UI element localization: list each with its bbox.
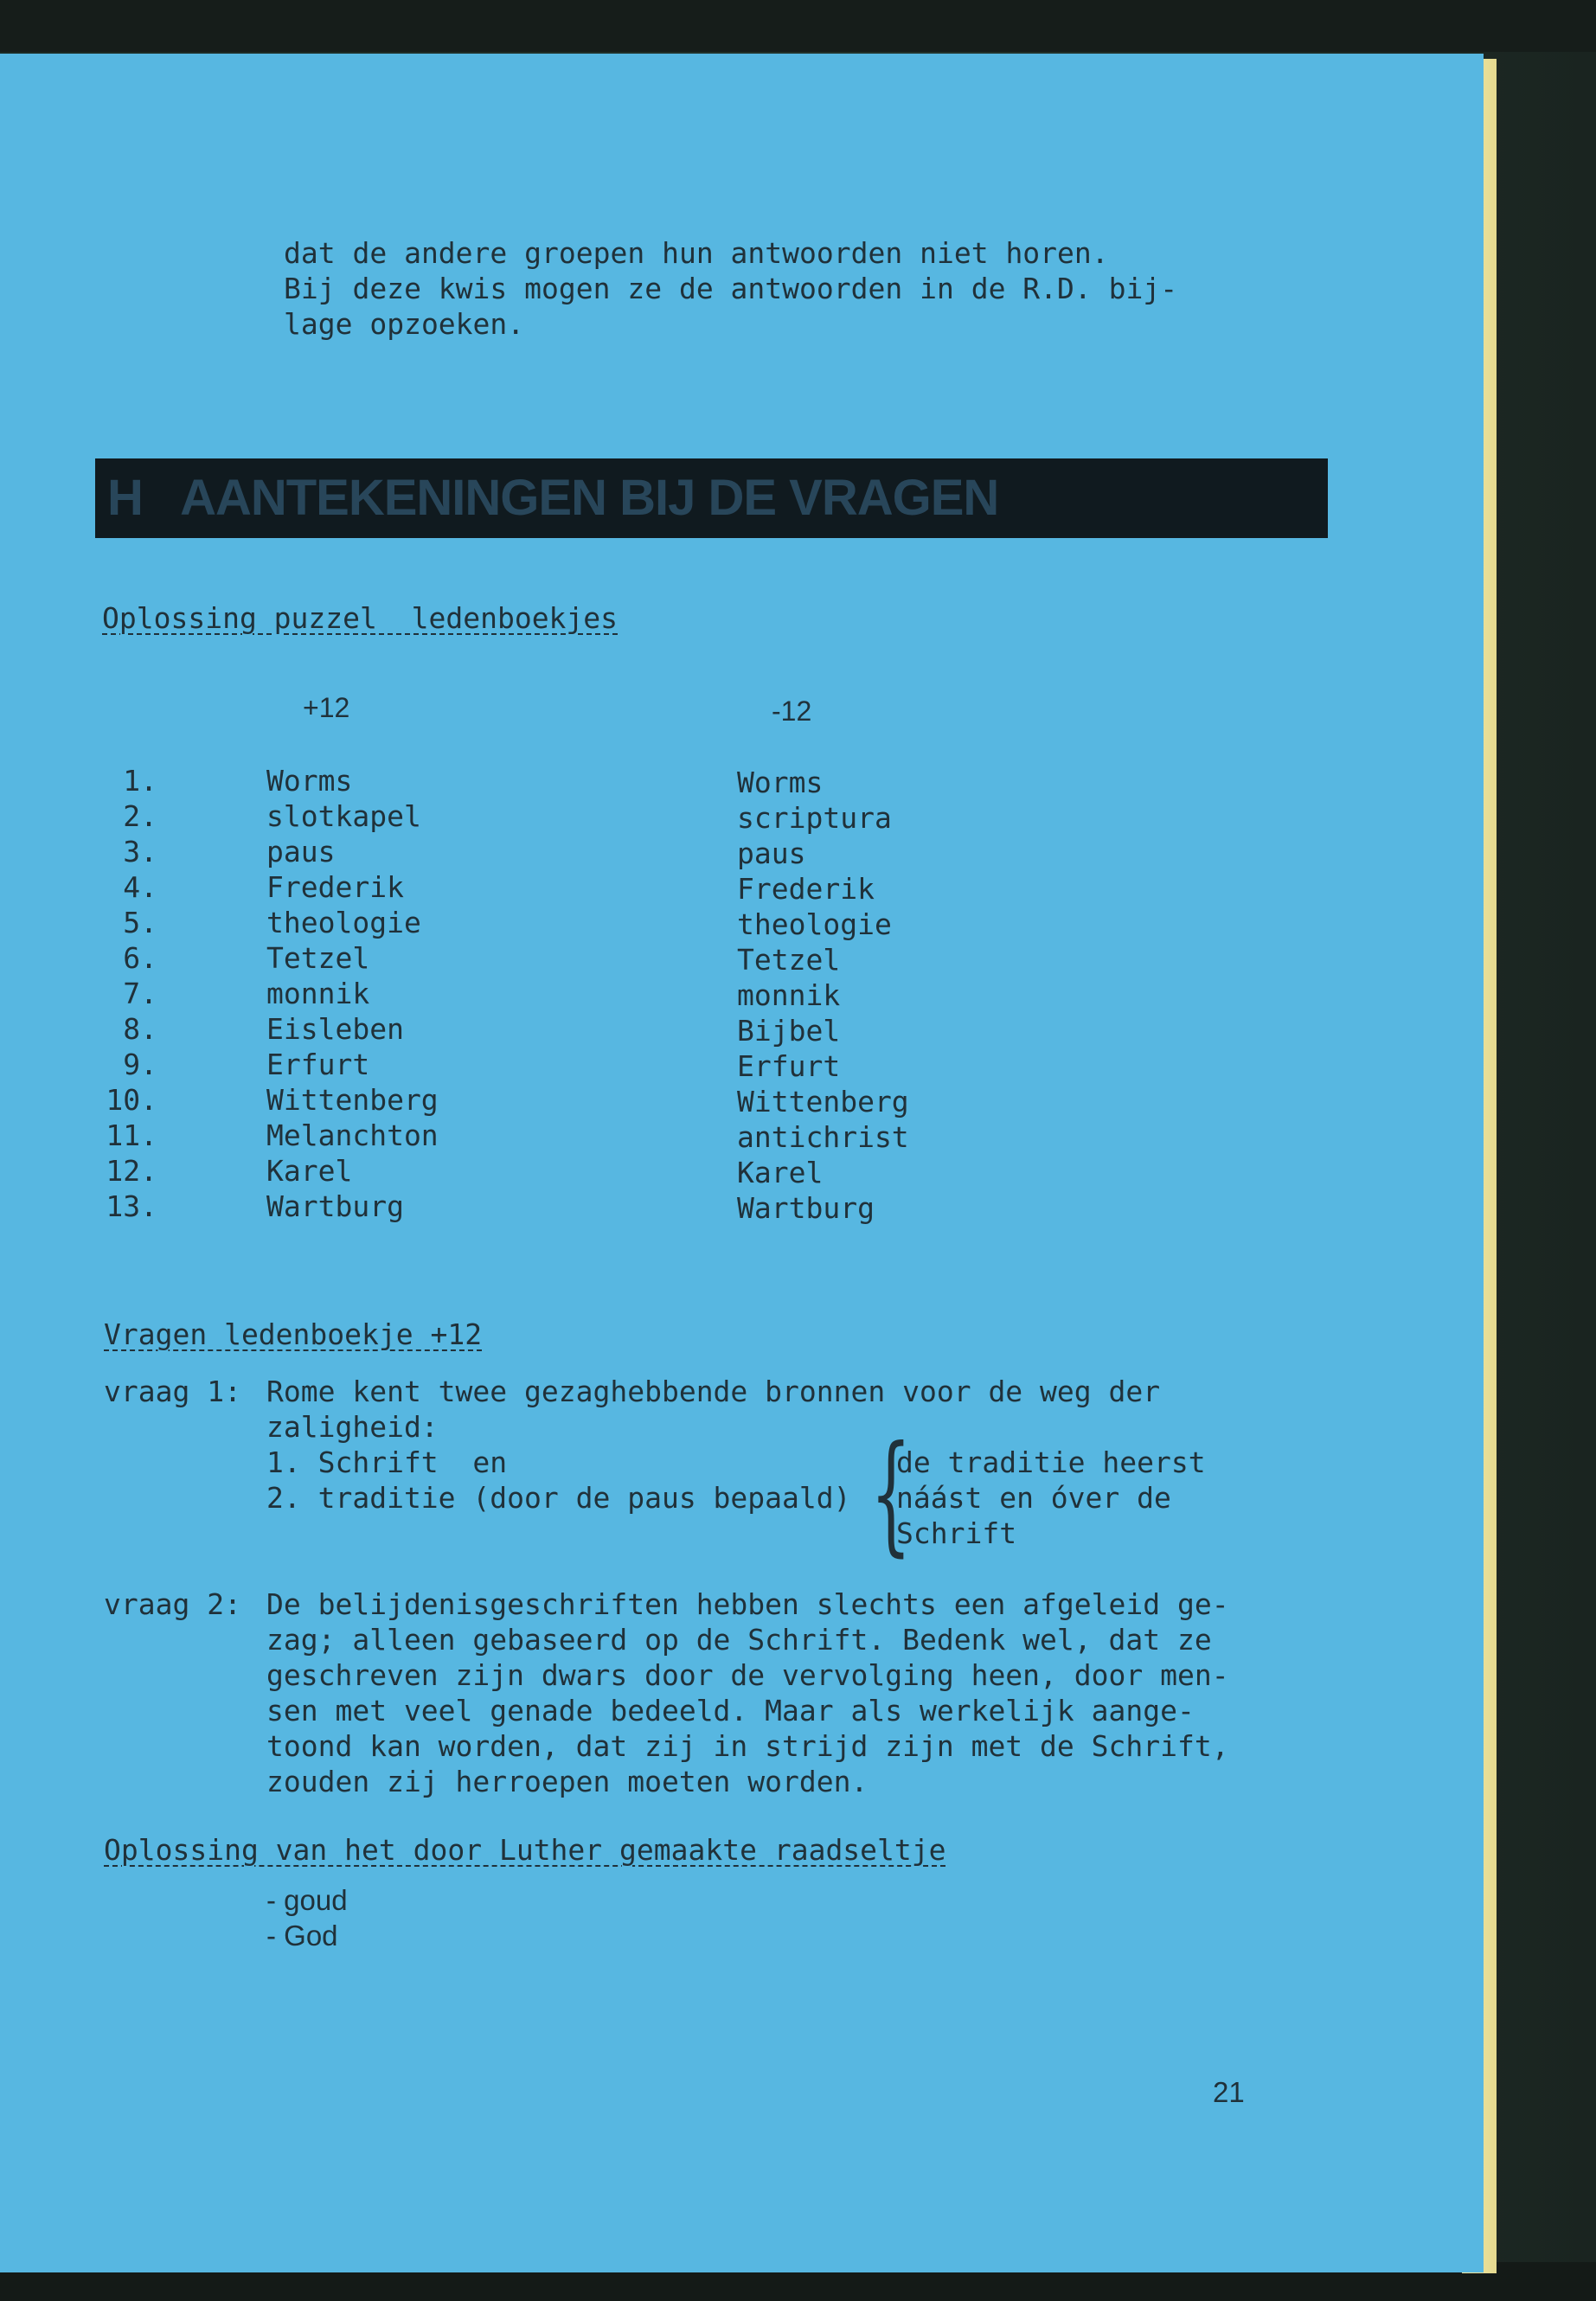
row-answer-minus: Bijbel [737,1014,841,1048]
row-answer-minus: Karel [737,1156,824,1189]
row-number: 9. [123,1048,157,1081]
q1-line: 1. Schrift en [266,1445,508,1479]
riddle-item: - goud [266,1884,348,1916]
row-number: 12. [106,1154,157,1188]
q2-line: sen met veel genade bedeeld. Maar als werkelijk aange- [266,1694,1195,1727]
row-answer-plus: Wittenberg [266,1083,439,1117]
row-answer-plus: Worms [266,764,353,798]
row-answer-plus: Tetzel [266,941,370,975]
row-number: 10. [106,1083,157,1117]
row-number: 11. [106,1118,157,1152]
row-answer-minus: scriptura [737,801,892,835]
row-number: 5. [123,906,157,939]
row-answer-plus: Erfurt [266,1048,370,1081]
q1-note-line: Schrift [896,1516,1017,1550]
row-answer-plus: slotkapel [266,799,421,833]
row-number: 7. [123,977,157,1010]
section-banner-title: H AANTEKENINGEN BIJ DE VRAGEN [107,470,999,526]
row-answer-plus: Eisleben [266,1012,404,1046]
q1-line: Rome kent twee gezaghebbende bronnen voor de weg der [266,1375,1161,1408]
row-answer-minus: theologie [737,907,892,941]
q2-line: zouden zij herroepen moeten worden. [266,1765,869,1798]
col1-header: +12 [303,692,350,723]
row-number: 4. [123,870,157,904]
q2-line: geschreven zijn dwars door de vervolging heen, door men- [266,1658,1229,1692]
book-page [0,54,1484,2272]
row-answer-plus: Frederik [266,870,404,904]
row-answer-minus: Erfurt [737,1049,841,1083]
section-banner [95,458,1328,538]
row-answer-plus: paus [266,835,336,868]
questions-heading: Vragen ledenboekje +12 [104,1317,483,1351]
row-answer-plus: Melanchton [266,1118,439,1152]
row-answer-plus: Karel [266,1154,353,1188]
intro-line-1: dat de andere groepen hun antwoorden niet horen. [284,236,1109,270]
q1-label: vraag 1: [104,1375,241,1408]
row-number: 6. [123,941,157,975]
q1-note-line: náást en óver de [896,1481,1171,1515]
row-answer-minus: Worms [737,766,824,799]
row-answer-plus: monnik [266,977,370,1010]
row-answer-minus: Wartburg [737,1191,875,1225]
q1-note-line: de traditie heerst [896,1445,1206,1479]
intro-line-3: lage opzoeken. [284,307,525,341]
row-answer-minus: Wittenberg [737,1085,909,1118]
q2-line: zag; alleen gebaseerd op de Schrift. Bedenk wel, dat ze [266,1623,1212,1657]
col2-header: -12 [772,695,812,727]
row-number: 3. [123,835,157,868]
row-answer-plus: theologie [266,906,421,939]
row-answer-plus: Wartburg [266,1189,404,1223]
puzzle-heading: Oplossing puzzel ledenboekjes [102,601,619,635]
q2-line: toond kan worden, dat zij in strijd zijn met de Schrift, [266,1729,1229,1763]
row-number: 1. [123,764,157,798]
curly-brace: { [870,1419,912,1569]
q1-line: 2. traditie (door de paus bepaald) [266,1481,851,1515]
q1-line: zaligheid: [266,1410,439,1444]
row-answer-minus: paus [737,836,806,870]
row-number: 2. [123,799,157,833]
intro-line-2: Bij deze kwis mogen ze de antwoorden in de R.D. bij- [284,272,1178,305]
row-number: 8. [123,1012,157,1046]
riddle-heading: Oplossing van het door Luther gemaakte raadseltje [104,1833,946,1867]
row-answer-minus: monnik [737,978,841,1012]
cover-edge-top [0,0,1596,52]
riddle-item: - God [266,1920,338,1952]
q2-label: vraag 2: [104,1587,241,1621]
row-answer-minus: Tetzel [737,943,841,977]
row-number: 13. [106,1189,157,1223]
page-number: 21 [1213,2076,1245,2108]
row-answer-minus: Frederik [737,872,875,906]
row-answer-minus: antichrist [737,1120,909,1154]
q2-line: De belijdenisgeschriften hebben slechts een afgeleid ge- [266,1587,1229,1621]
